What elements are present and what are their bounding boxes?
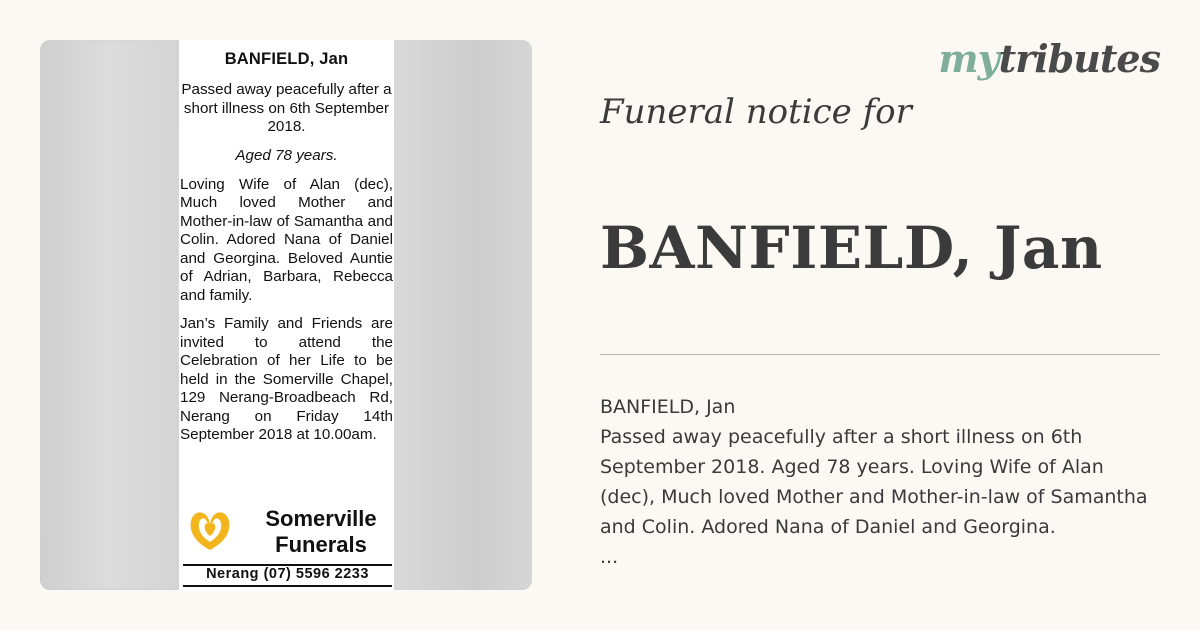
blurred-background-right bbox=[392, 40, 532, 590]
notice-name: BANFIELD, Jan bbox=[224, 50, 349, 68]
section-divider bbox=[600, 354, 1160, 355]
divider-line bbox=[183, 585, 392, 587]
funeral-home-name-line1: Somerville bbox=[265, 506, 377, 531]
notice-age: Aged 78 years. bbox=[235, 146, 338, 164]
excerpt-line: BANFIELD, Jan bbox=[600, 396, 736, 418]
notice-image bbox=[40, 40, 532, 590]
notice-service-text: Jan’s Family and Friends are invited to attend the Celebration of her Life to be held in the Somerville Chapel, 129 Nerang-Broadbeach Rd, Nerang on Friday 14th September 2018 at 10.00am. bbox=[180, 315, 393, 443]
mytributes-logo[interactable] bbox=[938, 36, 1160, 81]
logo-part-my: my bbox=[938, 36, 999, 81]
deceased-name-title: BANFIELD, Jan bbox=[600, 214, 1103, 282]
somerville-logo-icon bbox=[185, 506, 235, 554]
newspaper-clipping bbox=[179, 40, 394, 590]
funeral-home-name-line2: Funerals bbox=[275, 532, 367, 557]
intro-heading: Funeral notice for bbox=[600, 92, 912, 132]
logo-part-tributes: tributes bbox=[998, 36, 1160, 81]
notice-excerpt bbox=[600, 392, 1190, 572]
excerpt-line: September 2018. Aged 78 years. Loving Wife of Alan bbox=[600, 456, 1104, 478]
excerpt-ellipsis: ... bbox=[600, 546, 619, 568]
excerpt-line: Passed away peacefully after a short illness on 6th bbox=[600, 426, 1083, 448]
funeral-home-logo bbox=[183, 502, 393, 562]
funeral-home-name bbox=[247, 506, 395, 558]
excerpt-line: and Colin. Adored Nana of Daniel and Georgina. bbox=[600, 516, 1056, 538]
notice-passing-text: Passed away peacefully after a short illness on 6th September 2018. bbox=[181, 81, 392, 135]
excerpt-line: (dec), Much loved Mother and Mother-in-law of Samantha bbox=[600, 486, 1148, 508]
notice-family-text: Loving Wife of Alan (dec), Much loved Mother and Mother-in-law of Samantha and Colin. Adored Nana of Daniel and Georgina. Beloved Auntie of Adrian, Barbara, Rebecca and family. bbox=[180, 175, 393, 304]
blurred-background-left bbox=[40, 40, 180, 590]
funeral-home-phone: Nerang (07) 5596 2233 bbox=[206, 566, 369, 582]
